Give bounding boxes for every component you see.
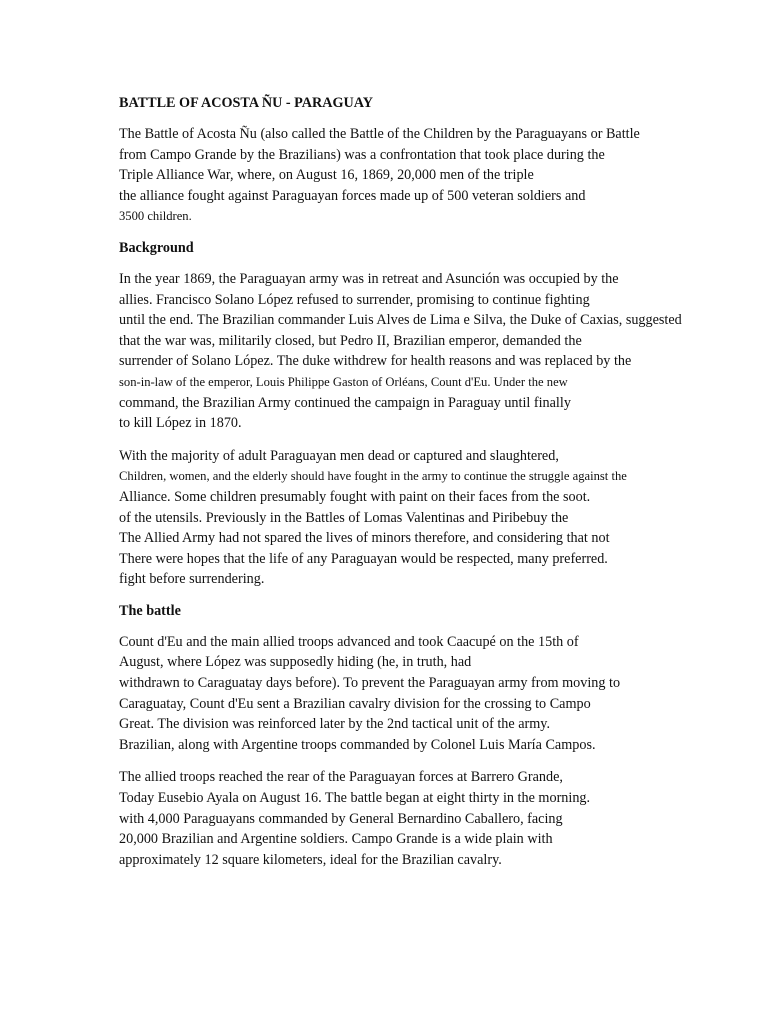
text-line: 3500 children.	[119, 209, 192, 224]
text-line: 20,000 Brazilian and Argentine soldiers. Campo Grande is a wide plain with	[119, 831, 553, 848]
text-line: The allied troops reached the rear of the Paraguayan forces at Barrero Grande,	[119, 769, 563, 786]
text-line: Count d'Eu and the main allied troops advanced and took Caacupé on the 15th of	[119, 633, 579, 650]
text-line: allies. Francisco Solano López refused to surrender, promising to continue fighting	[119, 291, 590, 308]
document-title: BATTLE OF ACOSTA ÑU - PARAGUAY	[119, 95, 373, 111]
section-heading-battle: The battle	[119, 602, 181, 619]
text-line: Triple Alliance War, where, on August 16, 1869, 20,000 men of the triple	[119, 167, 534, 184]
text-line: The Allied Army had not spared the lives of minors therefore, and considering that not	[119, 530, 610, 547]
text-line: There were hopes that the life of any Paraguayan would be respected, many preferred.	[119, 550, 608, 567]
document-page	[119, 94, 759, 882]
text-line: fight before surrendering.	[119, 571, 265, 588]
text-line: that the war was, militarily closed, but Pedro II, Brazilian emperor, demanded the	[119, 332, 582, 349]
battle-paragraph-1	[119, 632, 759, 756]
text-line: son-in-law of the emperor, Louis Philippe Gaston of Orléans, Count d'Eu. Under the new	[119, 374, 568, 389]
text-line: until the end. The Brazilian commander Luis Alves de Lima e Silva, the Duke of Caxias, suggested	[119, 312, 682, 329]
background-paragraph-2	[119, 446, 759, 590]
text-line: surrender of Solano López. The duke withdrew for health reasons and was replaced by the	[119, 353, 632, 370]
text-line: Caraguatay, Count d'Eu sent a Brazilian cavalry division for the crossing to Campo	[119, 695, 591, 712]
battle-paragraph-2	[119, 767, 759, 870]
text-line: withdrawn to Caraguatay days before). To prevent the Paraguayan army from moving to	[119, 675, 621, 692]
text-line: With the majority of adult Paraguayan men dead or captured and slaughtered,	[119, 447, 559, 464]
text-line: command, the Brazilian Army continued the campaign in Paraguay until finally	[119, 394, 571, 411]
text-line: the alliance fought against Paraguayan forces made up of 500 veteran soldiers and	[119, 187, 586, 204]
text-line: Today Eusebio Ayala on August 16. The battle began at eight thirty in the morning.	[119, 790, 591, 807]
text-line: to kill López in 1870.	[119, 415, 242, 432]
text-line: Brazilian, along with Argentine troops commanded by Colonel Luis María Campos.	[119, 736, 596, 753]
text-line: Great. The division was reinforced later by the 2nd tactical unit of the army.	[119, 716, 550, 733]
text-line: August, where López was supposedly hiding (he, in truth, had	[119, 654, 472, 671]
text-line: The Battle of Acosta Ñu (also called the Battle of the Children by the Paraguayans or Battle	[119, 126, 640, 142]
background-paragraph-1	[119, 269, 759, 434]
text-line: from Campo Grande by the Brazilians) was a confrontation that took place during the	[119, 146, 605, 163]
text-line: Alliance. Some children presumably fought with paint on their faces from the soot.	[119, 488, 591, 505]
text-line: Children, women, and the elderly should have fought in the army to continue the struggle against the	[119, 469, 627, 484]
section-heading-background: Background	[119, 239, 194, 256]
text-line: approximately 12 square kilometers, ideal for the Brazilian cavalry.	[119, 851, 502, 868]
text-line: of the utensils. Previously in the Battles of Lomas Valentinas and Piribebuy the	[119, 509, 569, 526]
intro-paragraph	[119, 124, 759, 227]
text-line: In the year 1869, the Paraguayan army was in retreat and Asunción was occupied by the	[119, 270, 619, 287]
text-line: with 4,000 Paraguayans commanded by General Bernardino Caballero, facing	[119, 810, 563, 827]
